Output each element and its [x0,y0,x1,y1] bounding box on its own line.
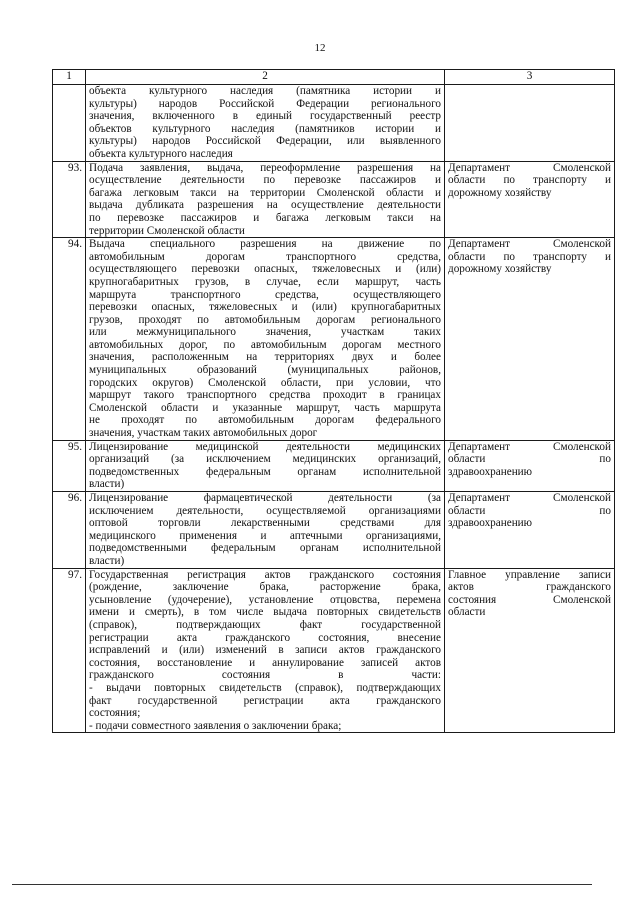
service-name-line: культуры) народов Российской Федерации, или выявленного [89,135,441,148]
service-name-line: осуществление деятельности по перевозке пассажиров и [89,174,441,187]
department-line: дорожному хозяйству [448,263,552,276]
column-header-number: 1 [53,70,86,85]
table-row [53,568,615,733]
service-name-line: медицинского применения и аптечными организациями, [89,529,441,542]
service-name [86,85,445,162]
row-number: 95. [53,440,86,491]
service-name-line: Лицензирование медицинской деятельности медицинских [89,440,441,453]
service-name-line: состояния; [89,707,141,720]
row-number: 93. [53,161,86,238]
row-number: 97. [53,568,86,733]
service-name-line: объекта культурного наследия [89,147,233,160]
service-name [86,568,445,733]
department-line: Департамент Смоленской [448,238,611,251]
department-line: области по [448,453,611,466]
row-number [53,85,86,162]
responsible-department [445,238,615,441]
department-line: области [448,606,486,619]
service-name-line: усыновление (удочерение), установление отцовства, перемена [89,593,441,606]
service-name [86,440,445,491]
service-name-line: (рождение, заключение брака, расторжение брака, [89,581,441,594]
row-number: 96. [53,492,86,569]
department-line: дорожному хозяйству [448,186,552,199]
department-line: области по [448,504,611,517]
department-line: состояния Смоленской [448,593,611,606]
responsible-department [445,492,615,569]
page-number: 12 [314,42,326,54]
table-row [53,238,615,441]
bottom-rule [12,884,592,885]
department-line: Департамент Смоленской [448,440,611,453]
service-name-line: маршрута транспортного средства, осуществляющего [89,288,441,301]
table-row [53,440,615,491]
service-name-line: (справок), подтверждающих факт государственной [89,618,441,631]
responsible-department [445,568,615,733]
column-header-service: 2 [86,70,445,85]
service-name-line: значения, расположенным на территориях двух и более [89,351,441,364]
responsible-department [445,85,615,162]
service-name-line: не проходят по автомобильным дорогам федерального [89,414,441,427]
service-name-line: состояния, восстановление и аннулирование записей актов [89,656,441,669]
service-name-line: объекта культурного наследия (памятника истории и [89,85,441,97]
department-line: области по транспорту и [448,174,611,187]
service-name-line: регистрации акта гражданского состояния, внесение [89,631,441,644]
service-name-line: осуществляющего перевозки опасных, тяжеловесных и (или) [89,263,441,276]
service-name-line: маршрут такого транспортного средства проходит в границах [89,389,441,402]
service-name-line: гражданского состояния в части: [89,669,441,682]
service-name-line: автомобильным дорогам транспортного средства, [89,250,441,263]
service-name [86,492,445,569]
service-name-line: значения, участкам таких автомобильных дорог [89,427,318,440]
column-header-department: 3 [445,70,615,85]
service-name-line: Выдача специального разрешения на движение по [89,238,441,251]
service-name-line: - подачи совместного заявления о заключении брака; [89,719,342,732]
service-name-line: власти) [89,478,125,491]
department-line: области по транспорту и [448,250,611,263]
table-header-row [53,70,615,85]
table-body [53,85,615,733]
service-name [86,238,445,441]
department-line: актов гражданского [448,581,611,594]
service-name-line: Подача заявления, выдача, переоформление разрешения на [89,161,441,174]
service-name-line: подведомственными федеральным органам исполнительной [89,542,441,555]
service-name-line: исправлений и (или) изменений в записи актов гражданского [89,644,441,657]
service-name-line: исключением деятельности, осуществляемой организациями [89,504,441,517]
service-name-line: Государственная регистрация актов гражданского состояния [89,568,441,581]
service-name [86,161,445,238]
service-name-line: объектов культурного наследия (памятников истории и [89,122,441,135]
service-name-line: территории Смоленской области [89,224,245,237]
service-name-line: Лицензирование фармацевтической деятельности (за [89,492,441,504]
service-name-line: автомобильных дорог, по автомобильным дорогам местного [89,338,441,351]
service-name-line: по перевозке пассажиров и багажа легковым такси на [89,211,441,224]
responsible-department [445,440,615,491]
department-line: здравоохранению [448,517,533,530]
service-name-line: культуры) народов Российской Федерации регионального [89,97,441,110]
service-name-line: оптовой торговли лекарственными средствами для [89,517,441,530]
service-name-line: или межмуниципального значения, участкам таких [89,326,441,339]
service-name-line: значения, включенного в единый государственный реестр [89,110,441,123]
service-name-line: багажа легковым такси на территории Смоленской области и [89,186,441,199]
services-table [52,69,615,733]
service-name-line: грузов, проходят по автомобильным дорогам регионального [89,313,441,326]
service-name-line: организаций (за исключением медицинских организаций, [89,453,441,466]
service-name-line: факт государственной регистрации акта гражданского [89,694,441,707]
service-name-line: Смоленской области и указанные маршрут, часть маршрута [89,401,441,414]
service-name-line: городских округов) Смоленской области, при условии, что [89,376,441,389]
responsible-department [445,161,615,238]
service-name-line: муниципальных образований (муниципальных районов, [89,364,441,377]
row-number: 94. [53,238,86,441]
service-name-line: крупногабаритных грузов, в случае, если маршрут, часть [89,275,441,288]
department-line: Департамент Смоленской [448,492,611,504]
service-name-line: - выдачи повторных свидетельств (справок), подтверждающих [89,681,441,694]
department-line: Департамент Смоленской [448,161,611,174]
service-name-line: подведомственных федеральным органам исполнительной [89,465,441,478]
service-name-line: перевозки опасных, тяжеловесных и (или) крупногабаритных [89,301,441,314]
table-row [53,492,615,569]
table-row [53,85,615,162]
department-line: здравоохранению [448,465,533,478]
service-name-line: имени и смерть), в том числе выдача повторных свидетельств [89,606,441,619]
service-name-line: власти) [89,554,125,567]
service-name-line: выдача дубликата разрешения на осуществление деятельности [89,199,441,212]
department-line: Главное управление записи [448,568,611,581]
table-row [53,161,615,238]
